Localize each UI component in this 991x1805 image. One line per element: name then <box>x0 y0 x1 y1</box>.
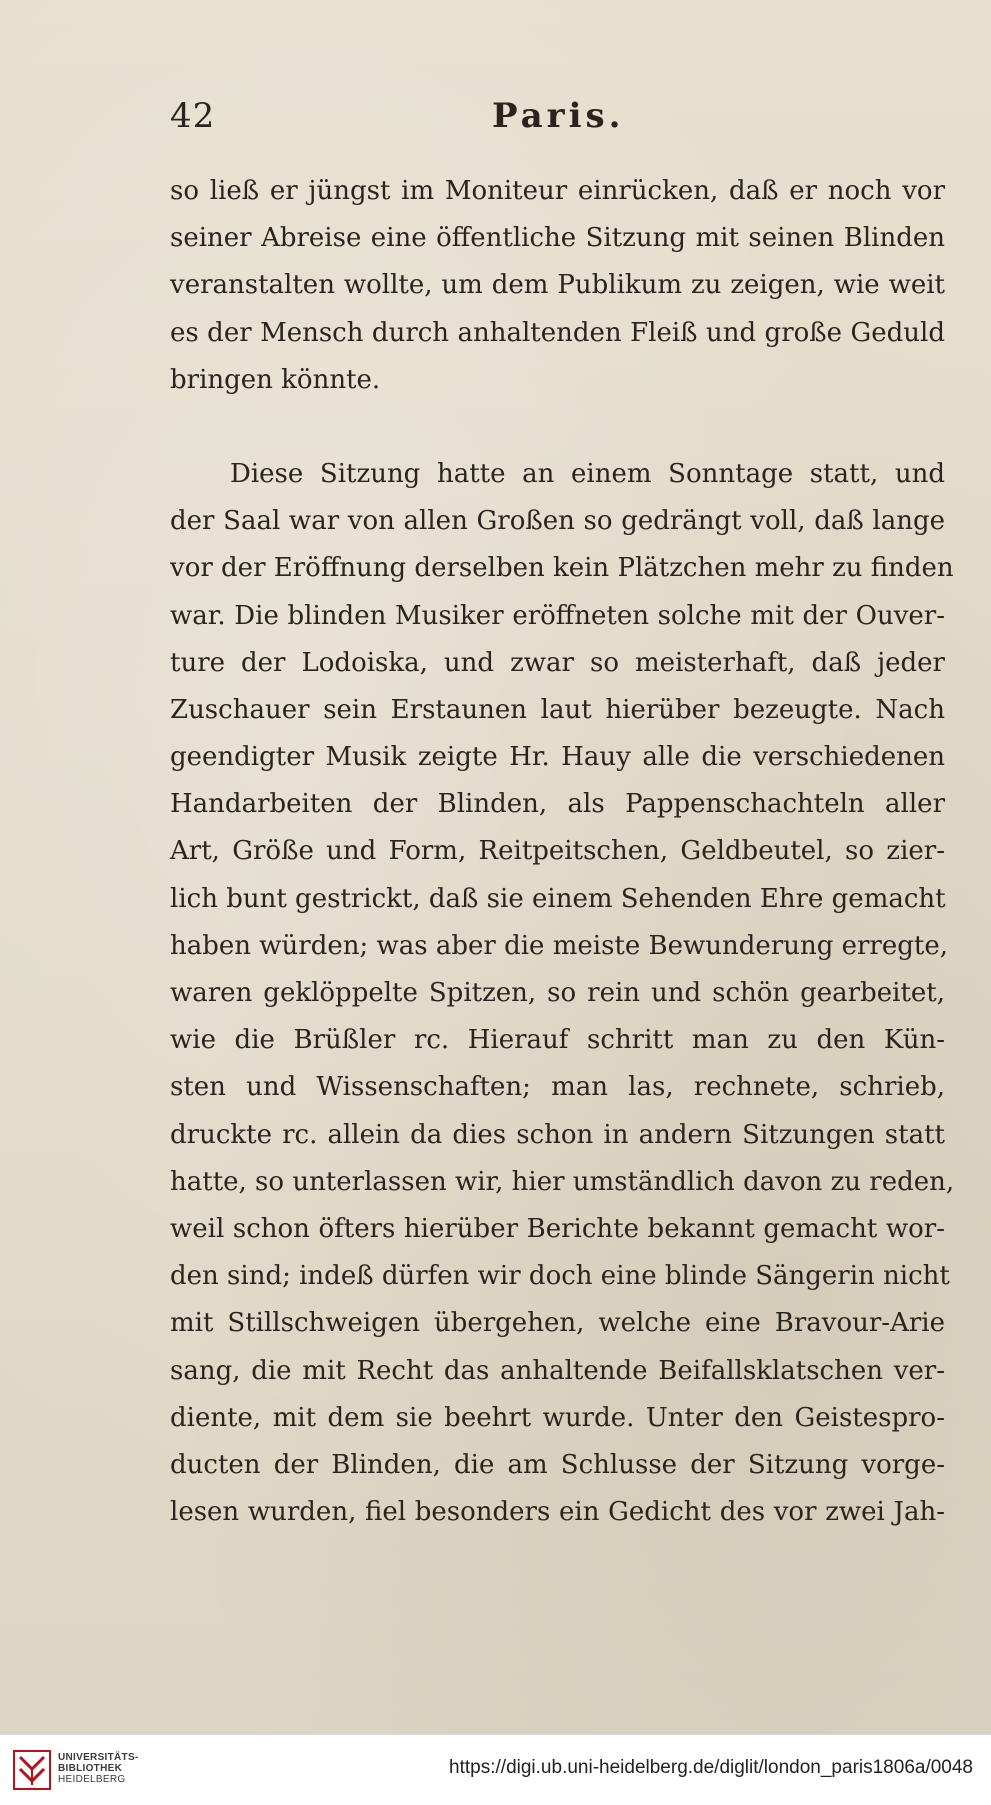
library-name-line1: UNIVERSITÄTS- <box>58 1752 139 1763</box>
text-line: wie die Brüßler rc. Hierauf schritt man zu den Kün- <box>170 1025 945 1056</box>
paragraph-1 <box>170 168 945 404</box>
text-line: so ließ er jüngst im Moniteur einrücken, daß er noch vor <box>170 176 945 206</box>
running-title: Paris. <box>492 96 625 136</box>
text-line: mit Stillschweigen übergehen, welche eine Bravour-Arie <box>170 1308 945 1339</box>
university-logo-icon[interactable] <box>12 1749 52 1791</box>
text-line: lesen wurden, fiel besonders ein Gedicht des vor zwei Jah- <box>170 1497 945 1528</box>
text-line: weil schon öfters hierüber Berichte bekannt gemacht wor- <box>170 1213 945 1244</box>
text-line: sang, die mit Recht das anhaltende Beifallsklatschen ver- <box>170 1355 945 1386</box>
text-line: druckte rc. allein da dies schon in andern Sitzungen statt <box>170 1119 945 1150</box>
body-text <box>170 168 955 1536</box>
paragraph-2 <box>170 451 955 1536</box>
text-line: waren geklöppelte Spitzen, so rein und schön gearbeitet, <box>170 978 945 1008</box>
footer-bar <box>0 1734 991 1805</box>
library-name <box>58 1752 139 1785</box>
text-line: seiner Abreise eine öffentliche Sitzung mit seinen Blinden <box>170 223 945 254</box>
text-line: Diese Sitzung hatte an einem Sonntage statt, und <box>230 458 945 489</box>
text-line: Art, Größe und Form, Reitpeitschen, Geldbeutel, so zier- <box>170 836 945 867</box>
text-line: den sind; indeß dürfen wir doch eine blinde Sängerin nicht <box>170 1261 950 1292</box>
text-line: ture der Lodoiska, und zwar so meisterhaft, daß jeder <box>170 647 945 678</box>
text-line: bringen könnte. <box>170 364 381 395</box>
text-line: ducten der Blinden, die am Schlusse der Sitzung vorge- <box>170 1449 945 1480</box>
text-line: sten und Wissenschaften; man las, rechnete, schrieb, <box>170 1072 945 1103</box>
permalink-url[interactable]: https://digi.ub.uni-heidelberg.de/diglit/london_paris1806a/0048 <box>449 1757 973 1778</box>
text-line: haben würden; was aber die meiste Bewunderung erregte, <box>170 930 948 961</box>
text-line: vor der Eröffnung derselben kein Plätzchen mehr zu finden <box>170 553 954 584</box>
text-line: hatte, so unterlassen wir, hier umständlich davon zu reden, <box>170 1166 955 1197</box>
text-line: lich bunt gestrickt, daß sie einem Sehenden Ehre gemacht <box>170 883 946 914</box>
running-head <box>170 96 950 146</box>
text-line: geendigter Musik zeigte Hr. Hauy alle die verschiedenen <box>170 742 945 773</box>
text-line: Zuschauer sein Erstaunen laut hierüber bezeugte. Nach <box>170 694 945 725</box>
paragraph-gap <box>170 404 945 451</box>
text-line: der Saal war von allen Großen so gedrängt voll, daß lange <box>170 506 945 537</box>
text-line: war. Die blinden Musiker eröffneten solche mit der Ouver- <box>170 600 945 631</box>
library-name-line3: HEIDELBERG <box>58 1774 126 1785</box>
text-line: veranstalten wollte, um dem Publikum zu zeigen, wie weit <box>170 270 945 301</box>
text-line: diente, mit dem sie beehrt wurde. Unter den Geistespro- <box>170 1402 945 1433</box>
library-name-line2: BIBLIOTHEK <box>58 1763 123 1774</box>
page-number: 42 <box>170 96 216 136</box>
text-line: Handarbeiten der Blinden, als Pappenschachteln aller <box>170 789 945 820</box>
text-line: es der Mensch durch anhaltenden Fleiß und große Geduld <box>170 317 945 348</box>
